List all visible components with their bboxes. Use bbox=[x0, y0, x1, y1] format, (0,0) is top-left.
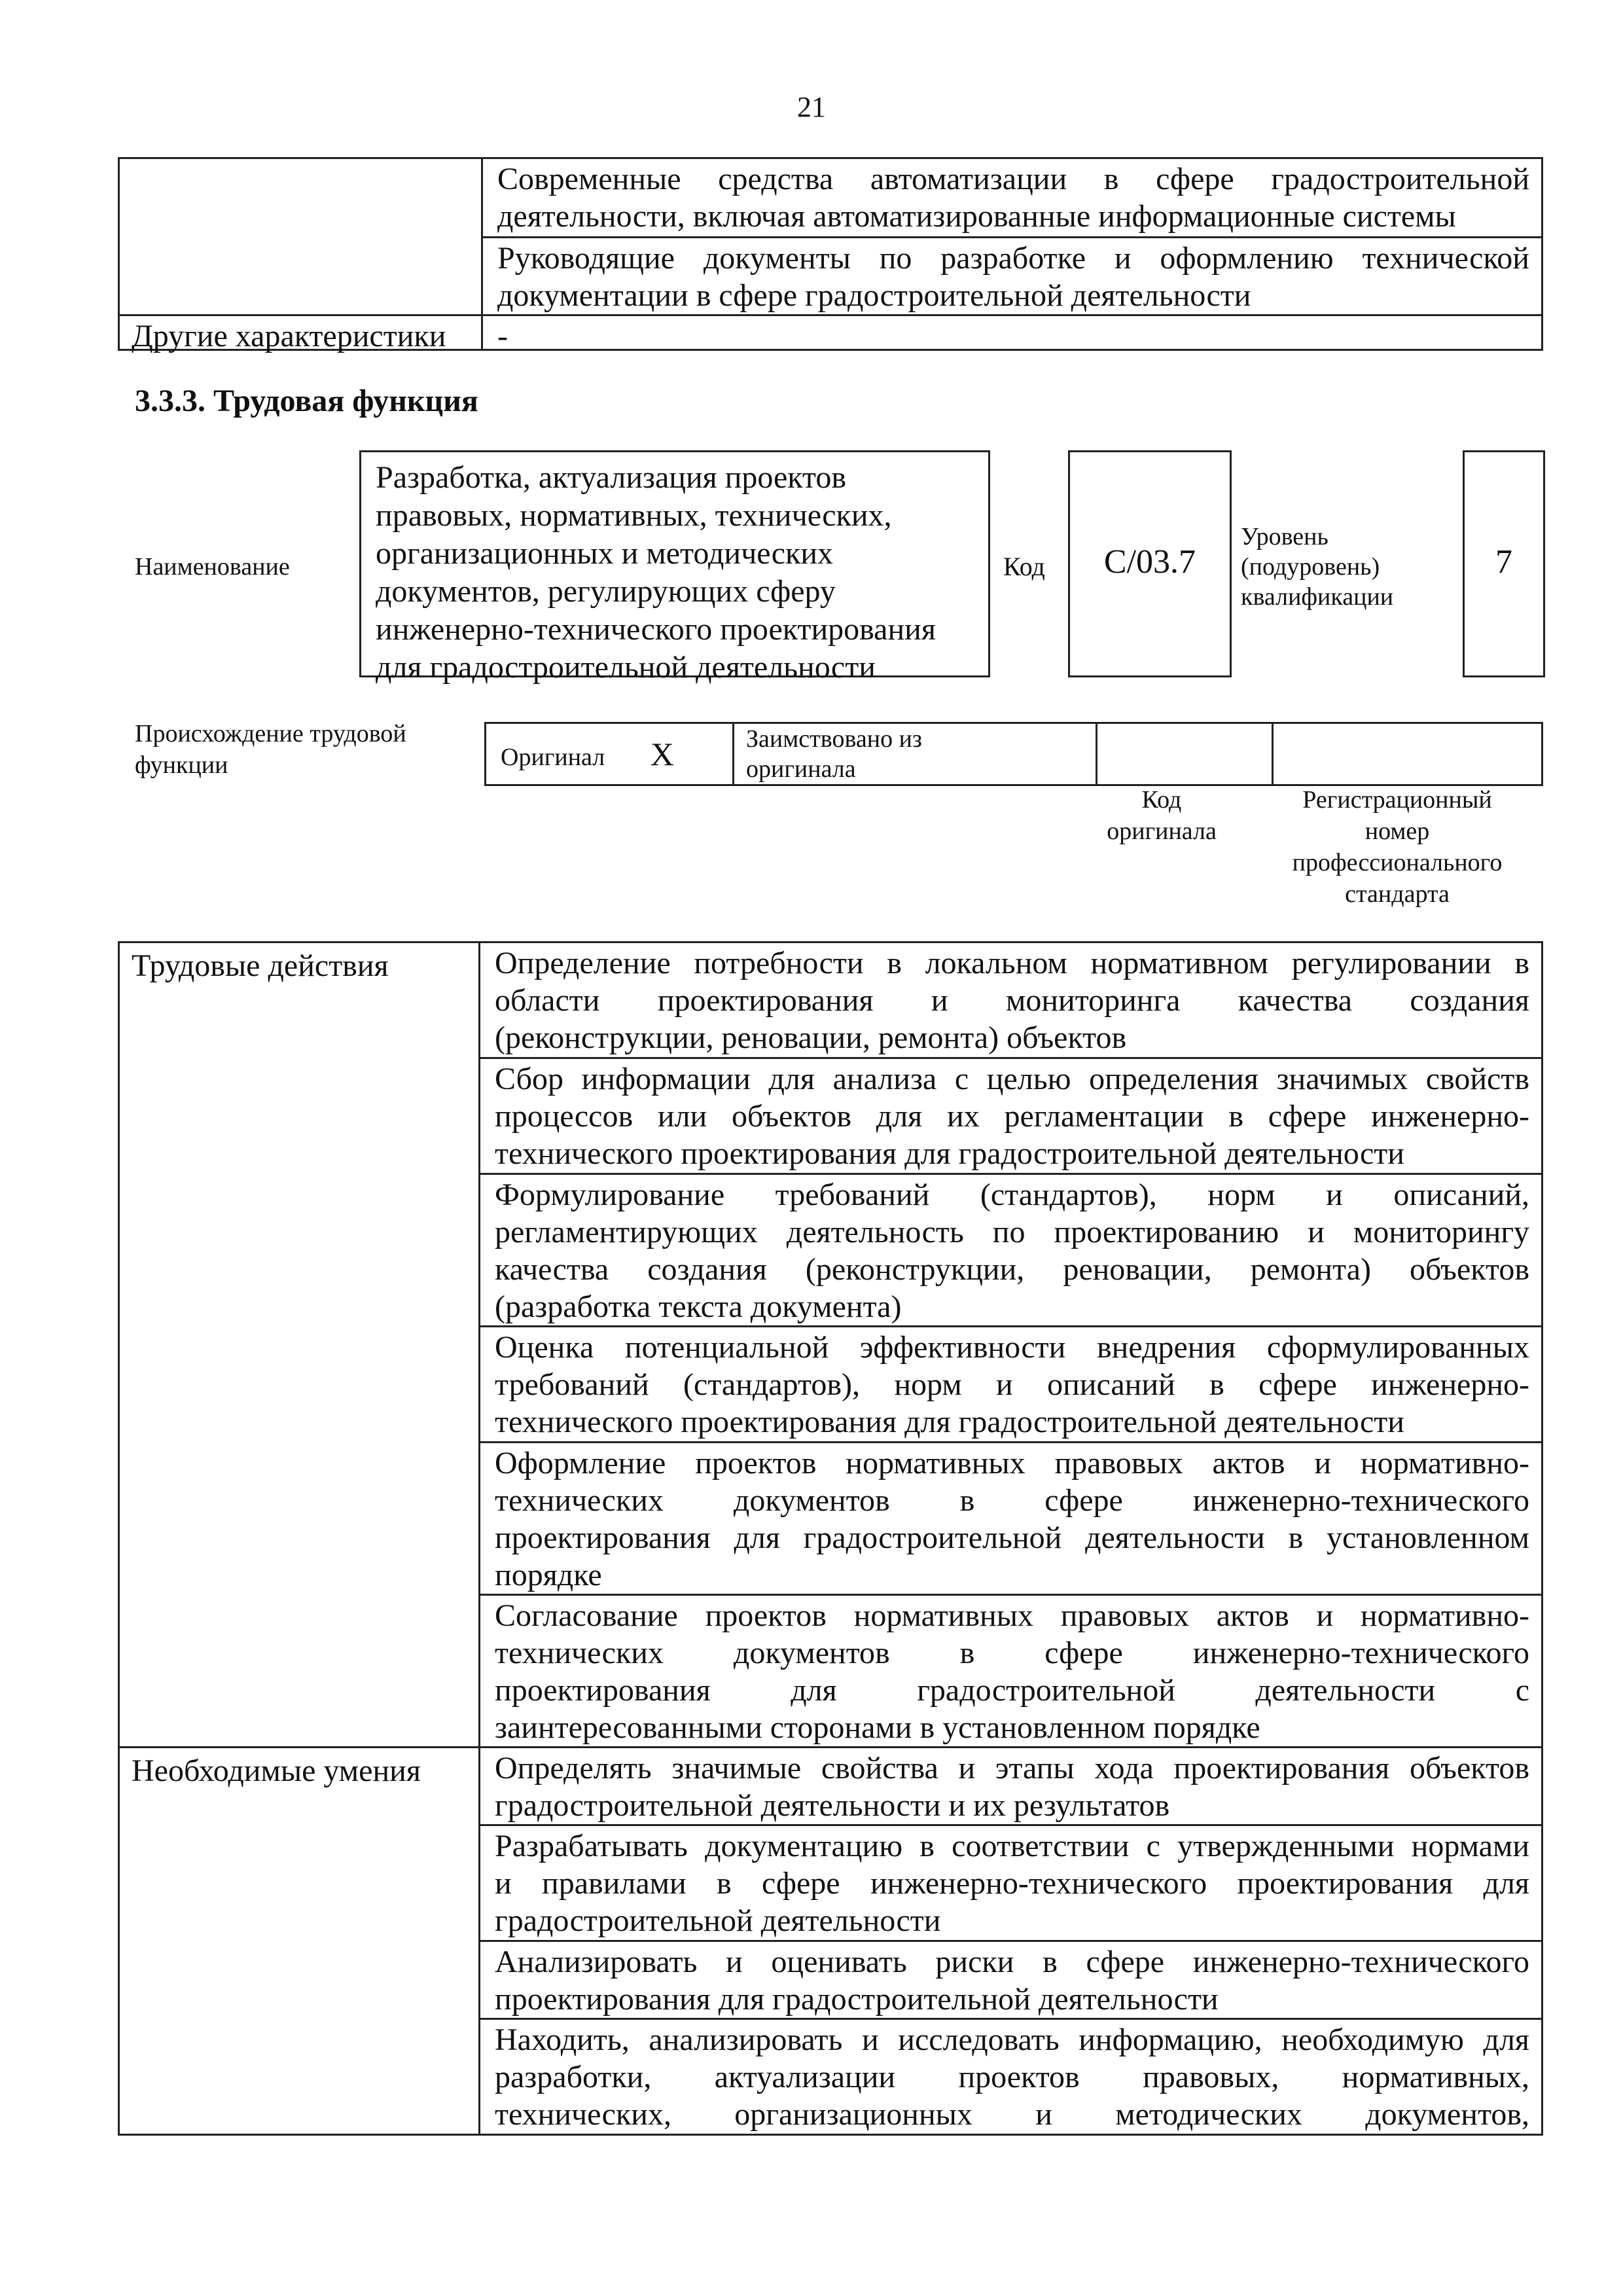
name-box bbox=[359, 450, 990, 685]
code-original-cell bbox=[1097, 723, 1273, 785]
value-text: - bbox=[497, 319, 508, 353]
group-label: Необходимые умения bbox=[132, 1753, 421, 1788]
table-row bbox=[119, 1748, 1543, 1825]
code-box bbox=[1068, 450, 1232, 677]
row-label: Другие характеристики bbox=[119, 315, 482, 350]
requirement-cell bbox=[482, 158, 1543, 238]
group-label-cell bbox=[119, 942, 480, 1748]
level-value: 7 bbox=[1495, 543, 1512, 581]
original-mark: X bbox=[650, 736, 674, 772]
action-cell: Формулирование требований (стандартов), норм и описаний, регламентирующих деятельность по проектированию и мониторингу качества создания (реконструкции, реновации, ремонта) объектов (разработка текста документа) bbox=[480, 1174, 1543, 1327]
function-name: Разработка, актуализация проектов правовых, нормативных, технических, организационных и методических документов, регулирующих сферу инженерно-технического проектирования для градостроительной деятельности bbox=[376, 460, 936, 685]
action-cell: Согласование проектов нормативных правовых актов и нормативно- технических документов в сфере инженерно-технического проектирования для градостроительной деятельности с заинтересованными сторонами в установленном порядке bbox=[480, 1595, 1543, 1748]
requirement-cell bbox=[482, 238, 1543, 315]
requirement-text: Современные средства автоматизации в сфере градостроительной деятельности, включая автоматизированные информационные системы bbox=[497, 162, 1529, 234]
table-row bbox=[119, 942, 1543, 1058]
group-label: Трудовые действия bbox=[132, 948, 389, 983]
origin-table bbox=[484, 722, 1543, 786]
level-box bbox=[1463, 450, 1545, 677]
reg-number-caption: Регистрационный номер профессионального стандарта bbox=[1292, 786, 1503, 908]
group-label-cell bbox=[119, 1748, 480, 2135]
value-cell bbox=[482, 315, 1543, 353]
skill-cell: Находить, анализировать и исследовать информацию, необходимую для разработки, актуализации проектов правовых, нормативных, технических, организационных и методических документов, bbox=[480, 2019, 1543, 2135]
labour-actions-table bbox=[118, 941, 1543, 2136]
section-heading: 3.3.3. Трудовая функция bbox=[135, 384, 478, 418]
table-row bbox=[119, 315, 1543, 350]
code-label: Код bbox=[1003, 552, 1045, 581]
level-label: Уровень (подуровень) квалификации bbox=[1241, 523, 1394, 611]
empty-label-cell bbox=[119, 158, 482, 315]
continuation-table bbox=[118, 157, 1543, 351]
skill-cell: Анализировать и оценивать риски в сфере инженерно-технического проектирования для градостроительной деятельности bbox=[480, 1941, 1543, 2019]
table-row bbox=[486, 723, 1543, 785]
page-number: 21 bbox=[797, 91, 826, 123]
action-cell: Оформление проектов нормативных правовых актов и нормативно- технических документов в сфере инженерно-технического проектирования для градостроительной деятельности в установленном порядке bbox=[480, 1443, 1543, 1595]
name-label: Наименование bbox=[135, 553, 290, 581]
skill-cell: Определять значимые свойства и этапы хода проектирования объектов градостроительной деятельности и их результатов bbox=[480, 1748, 1543, 1825]
original-cell: Оригинал X bbox=[486, 723, 734, 785]
table-row bbox=[119, 158, 1543, 238]
reg-number-cell bbox=[1273, 723, 1543, 785]
origin-label: Происхождение трудовой функции bbox=[135, 720, 406, 779]
action-cell: Определение потребности в локальном нормативном регулировании в области проектирования и мониторинга качества создания (реконструкции, реновации, ремонта) объектов bbox=[480, 942, 1543, 1058]
borrowed-cell: Заимствовано из оригинала bbox=[734, 723, 1097, 785]
action-cell: Оценка потенциальной эффективности внедрения сформулированных требований (стандартов), норм и описаний в сфере инженерно- технического проектирования для градостроительной деятельности bbox=[480, 1327, 1543, 1443]
action-cell: Сбор информации для анализа с целью определения значимых свойств процессов или объектов для их регламентации в сфере инженерно- технического проектирования для градостроительной деятельности bbox=[480, 1058, 1543, 1174]
code-original-caption: Код оригинала bbox=[1107, 786, 1217, 845]
code-value: С/03.7 bbox=[1103, 543, 1196, 581]
requirement-text: Руководящие документы по разработке и оформлению технической документации в сфере градостроительной деятельности bbox=[497, 241, 1529, 313]
skill-cell: Разрабатывать документацию в соответствии с утвержденными нормами и правилами в сфере инженерно-технического проектирования для градостроительной деятельности bbox=[480, 1825, 1543, 1941]
